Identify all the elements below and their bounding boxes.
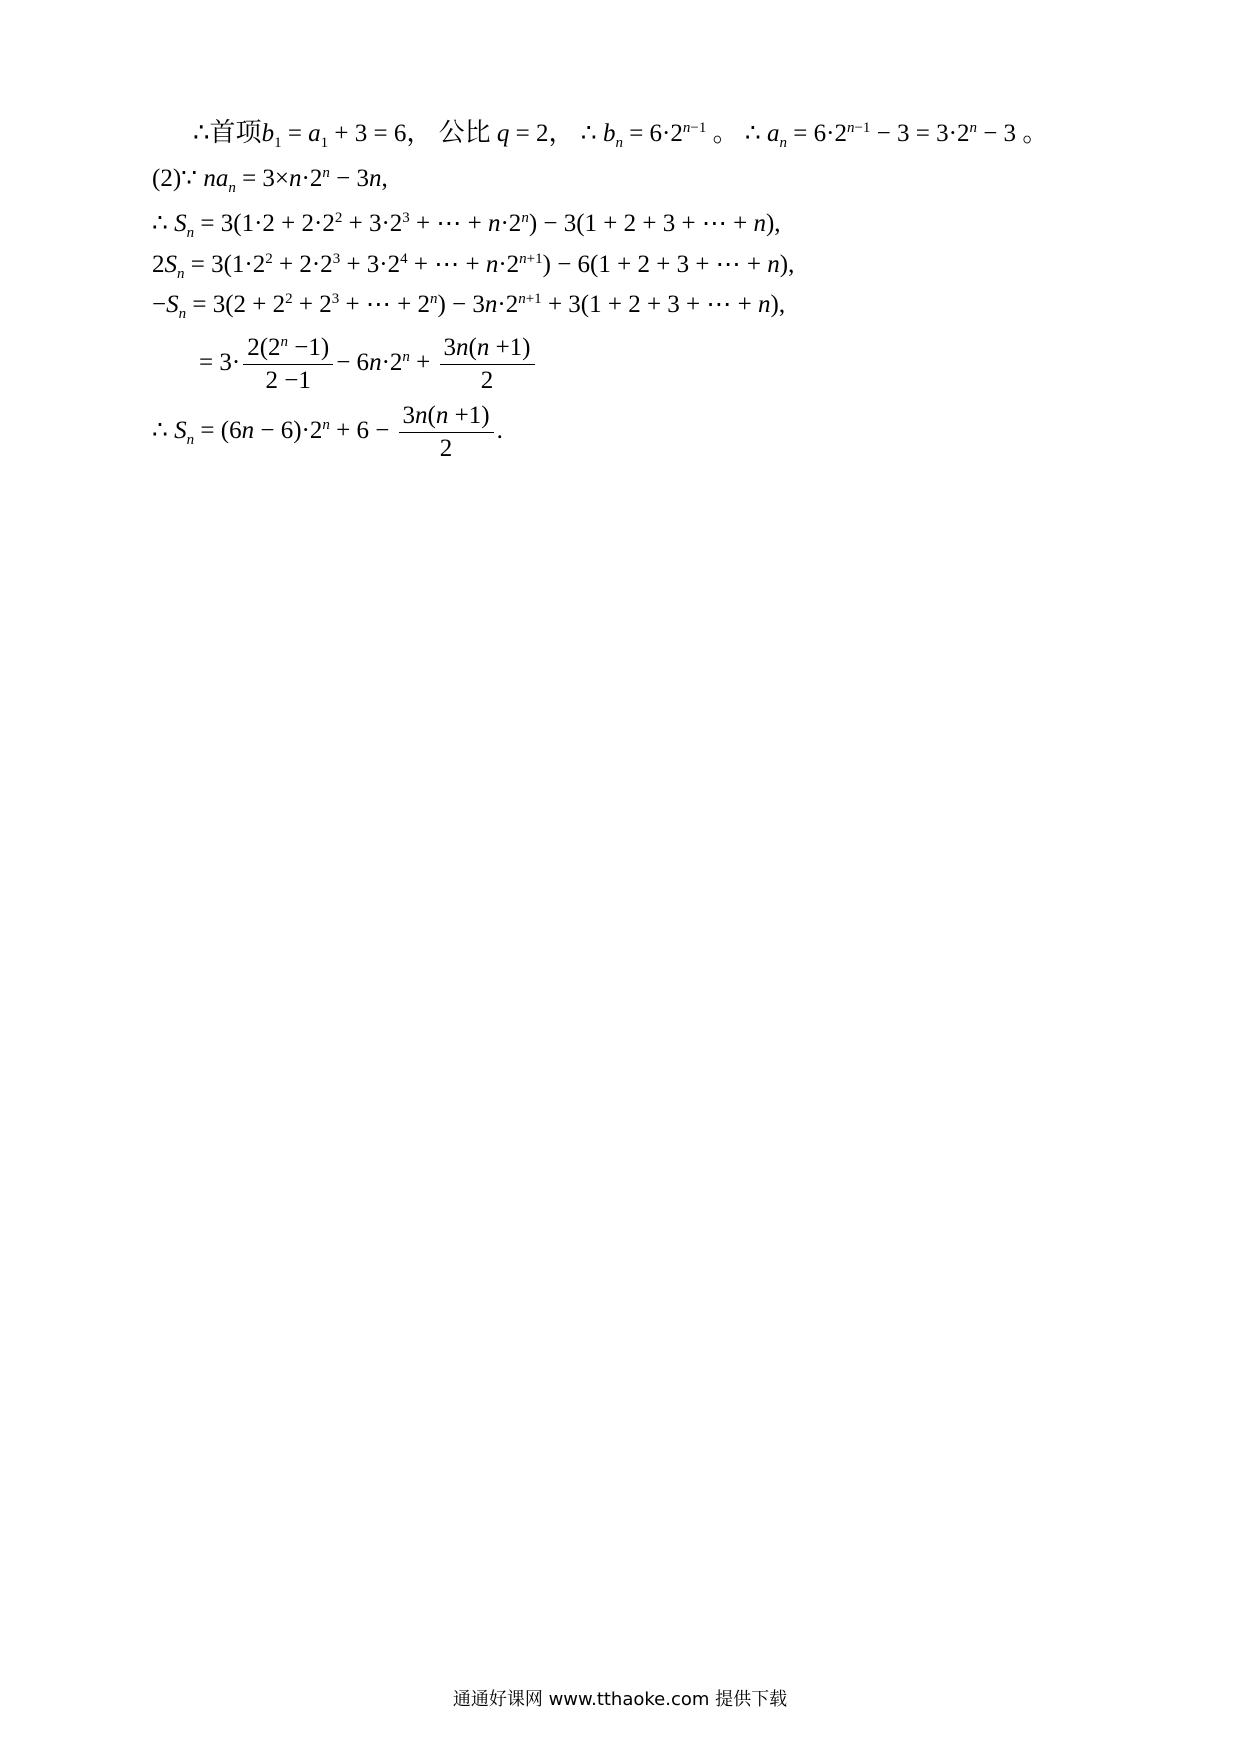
part-2-label: (2) (152, 165, 182, 192)
math-line-3: ∴ $S_n = 3(1\cdot 2 + 2\cdot 2^2 + 3\cdot 2^3$ + ⋯ + $n\cdot 2^n) - 3(1 + 2 + 3$ + ⋯ + n), (152, 210, 781, 241)
fraction-final: $\frac{3n(n +1)}{2}$ (399, 400, 494, 465)
math-line-4: $2S_n = 3(1\cdot 2^2 + 2\cdot 2^3 + 3\cdot 2^4$ + ⋯ + $n\cdot 2^{n+1}) - 6(1 + 2 + 3$ + ⋯ + n), (152, 251, 795, 282)
text-comma-1: ， (406, 118, 433, 148)
text-period-2: 。 (1022, 118, 1049, 148)
math-line-5: $-S_n = 3(2 + 2^2 + 2^3$ + ⋯ + $2^n) - 3n\cdot 2^{n+1} + 3(1 + 2 + 3$ + ⋯ + n), (152, 291, 786, 322)
fraction-geometric-sum: $\frac{2(2^n -1)}{2 -1}$ (243, 332, 333, 397)
math-line-7: ∴ $S_n = (6n - 6)\cdot 2^n + 6$ − $\frac{3n(n +1)}{2}$ . (152, 400, 503, 465)
therefore-symbol: ∴ (193, 118, 210, 148)
math-line-6: = 3· $\frac{2(2^n -1)}{2 -1}$ − $6n\cdot 2^n$ + $\frac{3n(n +1)}{2}$ (199, 332, 538, 397)
text-common-ratio: 公比 (438, 118, 491, 148)
text-comma-2: ， (548, 118, 575, 148)
text-period-1: 。 (712, 118, 739, 148)
text-first-term: 首项 (209, 118, 262, 148)
page-footer: 通通好课网 www.tthaoke.com 提供下载 (452, 1689, 788, 1710)
fraction-arithmetic-sum: $\frac{3n(n +1)}{2}$ (440, 332, 535, 397)
math-line-2: (2)∵ $na_n = 3\times n\cdot 2^n - 3n$, (152, 165, 388, 196)
math-line-1: ∴首项$b_1 = a_1 + 3 = 6$， 公比 q = 2， ∴ $b_n = 6\cdot 2^{n-1}$ 。 ∴ $a_n = 6\cdot 2^{n-1} - 3 = 3\cdot 2^n - 3$ 。 (193, 118, 1049, 151)
